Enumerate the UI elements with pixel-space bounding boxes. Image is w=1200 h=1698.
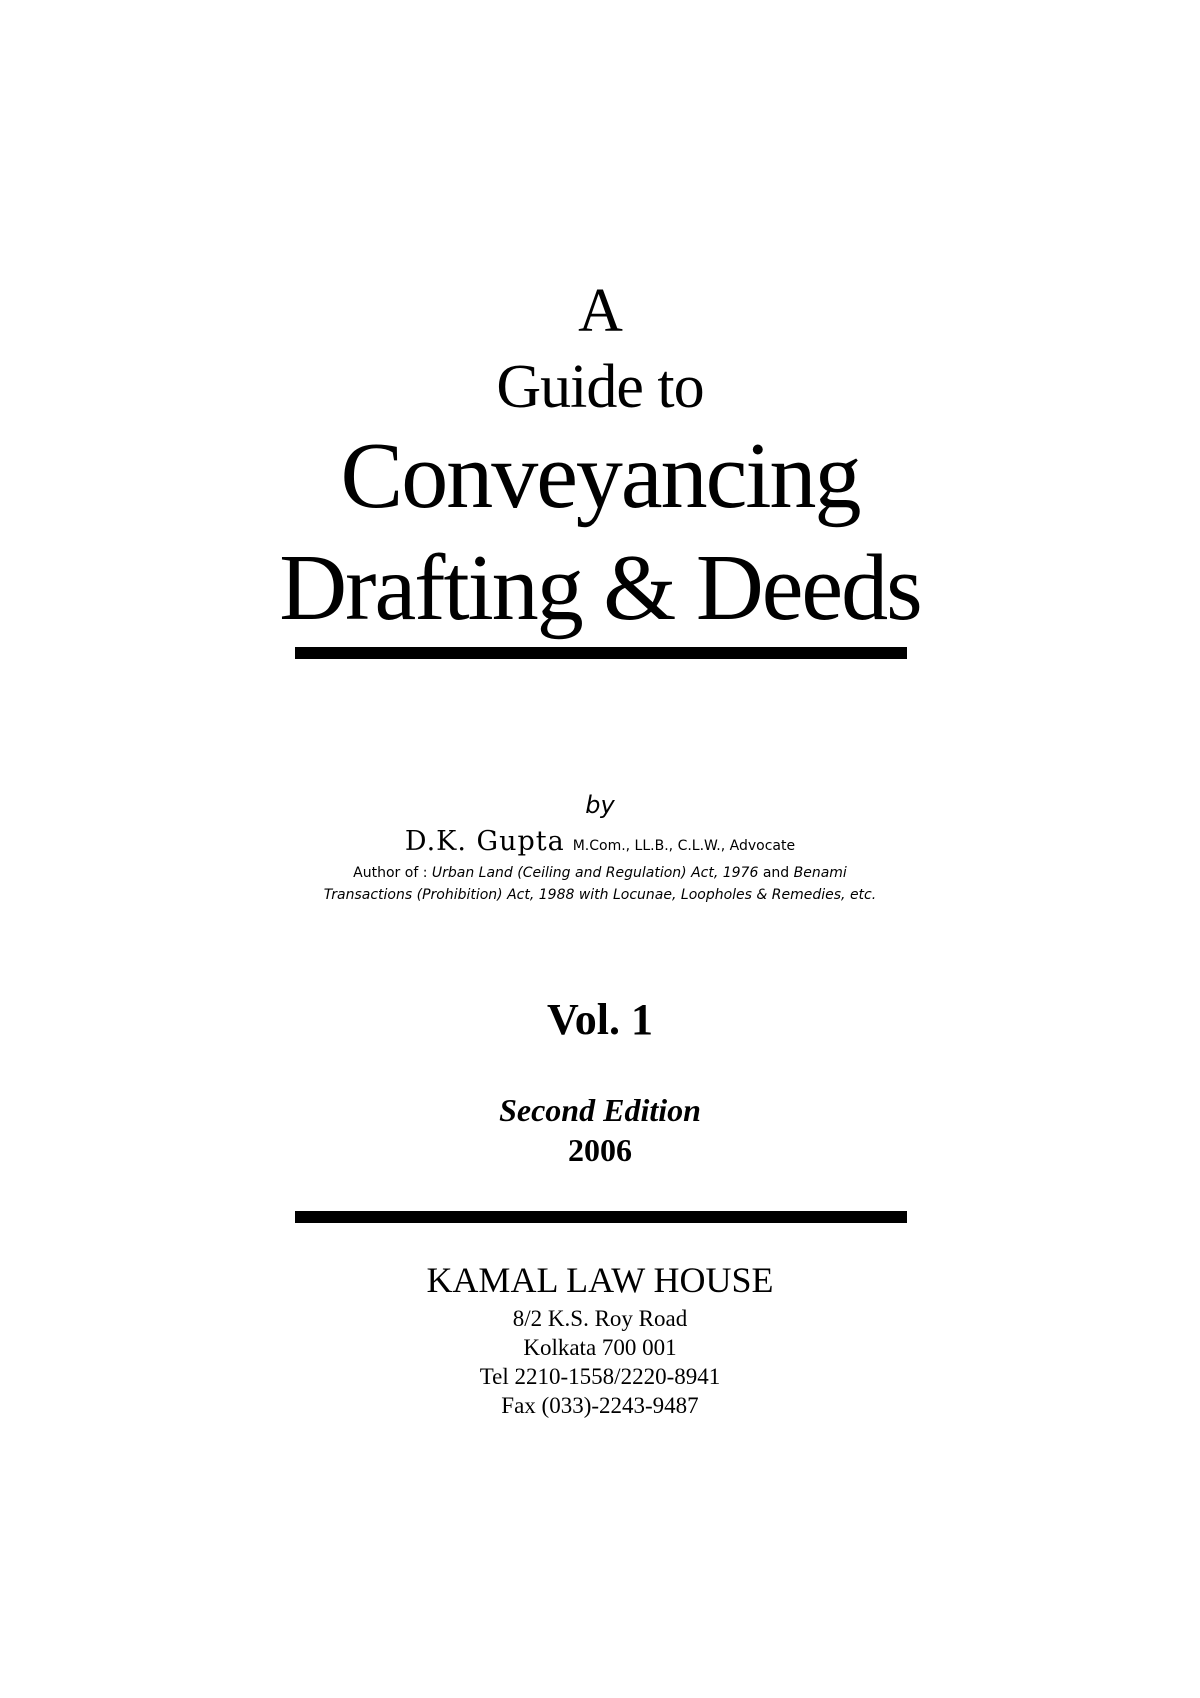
title-line-drafting-deeds: Drafting & Deeds [279,536,921,640]
author-of-line-1 [0,862,1200,884]
edition-label: Second Edition [499,1092,701,1128]
author-line [0,826,1200,862]
publisher-address-street: 8/2 K.S. Roy Road [512,1306,688,1331]
author-work-2-end: Transactions (Prohibition) Act, 1988 with Locunae, Loopholes & Remedies, etc. [323,887,877,903]
volume-number: Vol. 1 [547,995,653,1044]
publisher-address-city: Kolkata 700 001 [523,1335,677,1360]
title-rule [295,647,907,659]
author-credentials: M.Com., LL.B., C.L.W., Advocate [572,838,796,854]
author-works-conjunction: and [762,865,790,881]
author-work-1: Urban Land (Ceiling and Regulation) Act, 1976 [431,865,759,881]
byline-by: by [585,791,615,819]
title-line-guide-to: Guide to [496,353,704,421]
publisher-fax: Fax (033)-2243-9487 [501,1393,699,1418]
publisher-name: KAMAL LAW HOUSE [426,1260,774,1300]
title-line-a: A [578,277,622,345]
edition-year: 2006 [568,1132,632,1168]
title-line-conveyancing: Conveyancing [340,424,860,528]
author-name: D.K. Gupta [404,826,565,857]
author-of-prefix: Author of : [353,865,428,881]
publisher-rule [295,1211,907,1223]
author-work-2-start: Benami [793,865,847,881]
publisher-telephone: Tel 2210-1558/2220-8941 [479,1364,721,1389]
